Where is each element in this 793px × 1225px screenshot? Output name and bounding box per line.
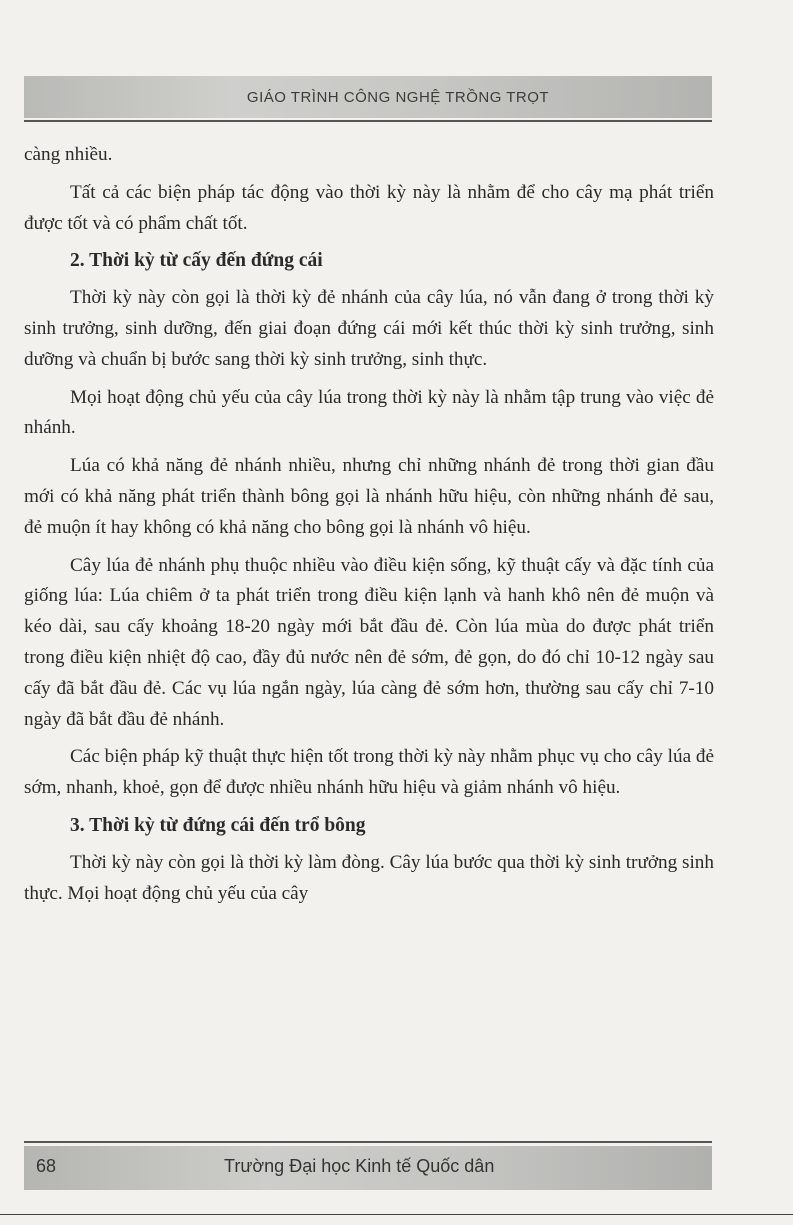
paragraph: Các biện pháp kỹ thuật thực hiện tốt trong thời kỳ này nhằm phục vụ cho cây lúa đẻ sớm, nhanh, khoẻ, gọn để được nhiều nhánh hữu hiệu và giảm nhánh vô hiệu. — [24, 746, 714, 799]
footer-divider — [24, 1141, 712, 1143]
paragraph: Tất cả các biện pháp tác động vào thời kỳ này là nhằm để cho cây mạ phát triển được tốt và có phẩm chất tốt. — [24, 181, 714, 234]
paragraph: Thời kỳ này còn gọi là thời kỳ đẻ nhánh của cây lúa, nó vẫn đang ở trong thời kỳ sinh trưởng, sinh dưỡng, đến giai đoạn đứng cái mới kết thúc thời kỳ sinh trưởng, sinh dưỡng và chuẩn bị bước sang thời kỳ sinh trưởng, sinh thực. — [24, 287, 714, 370]
section-heading: 3. Thời kỳ từ đứng cái đến trổ bông — [70, 814, 366, 836]
running-header — [24, 76, 712, 118]
page-number: 68 — [36, 1156, 57, 1176]
footer-publisher: Trường Đại học Kinh tế Quốc dân — [224, 1156, 495, 1176]
paragraph: Thời kỳ này còn gọi là thời kỳ làm đòng. Cây lúa bước qua thời kỳ sinh trưởng sinh thực. Mọi hoạt động chủ yếu của cây — [24, 851, 714, 904]
paragraph: Mọi hoạt động chủ yếu của cây lúa trong thời kỳ này là nhằm tập trung vào việc đẻ nhánh. — [24, 386, 714, 439]
paragraph: Lúa có khả năng đẻ nhánh nhiều, nhưng chỉ những nhánh đẻ trong thời gian đầu mới có khả năng phát triển thành bông gọi là nhánh hữu hiệu, còn những nhánh đẻ sau, đẻ muộn ít hay không có khả năng cho bông gọi là nhánh vô hiệu. — [24, 455, 714, 538]
page-body — [24, 140, 714, 916]
scan-edge-line — [0, 1214, 793, 1215]
paragraph: càng nhiều. — [24, 144, 113, 165]
header-title: GIÁO TRÌNH CÔNG NGHỆ TRỒNG TRỌT — [246, 88, 550, 106]
section-heading: 2. Thời kỳ từ cấy đến đứng cái — [70, 250, 323, 272]
running-footer — [24, 1146, 712, 1190]
header-divider — [24, 120, 712, 122]
paragraph: Cây lúa đẻ nhánh phụ thuộc nhiều vào điều kiện sống, kỹ thuật cấy và đặc tính của giống lúa: Lúa chiêm ở ta phát triển trong điều kiện lạnh và hanh khô nên đẻ muộn và kéo dài, sau cấy khoảng 18-20 ngày mới bắt đầu đẻ. Còn lúa mùa do được phát triển trong điều kiện nhiệt độ cao, đầy đủ nước nên đẻ sớm, đẻ gọn, do đó chỉ 10-12 ngày sau cấy đã bắt đầu đẻ. Các vụ lúa ngắn ngày, lúa càng đẻ sớm hơn, thường sau cấy chỉ 7-10 ngày đã bắt đầu đẻ nhánh. — [24, 554, 714, 730]
